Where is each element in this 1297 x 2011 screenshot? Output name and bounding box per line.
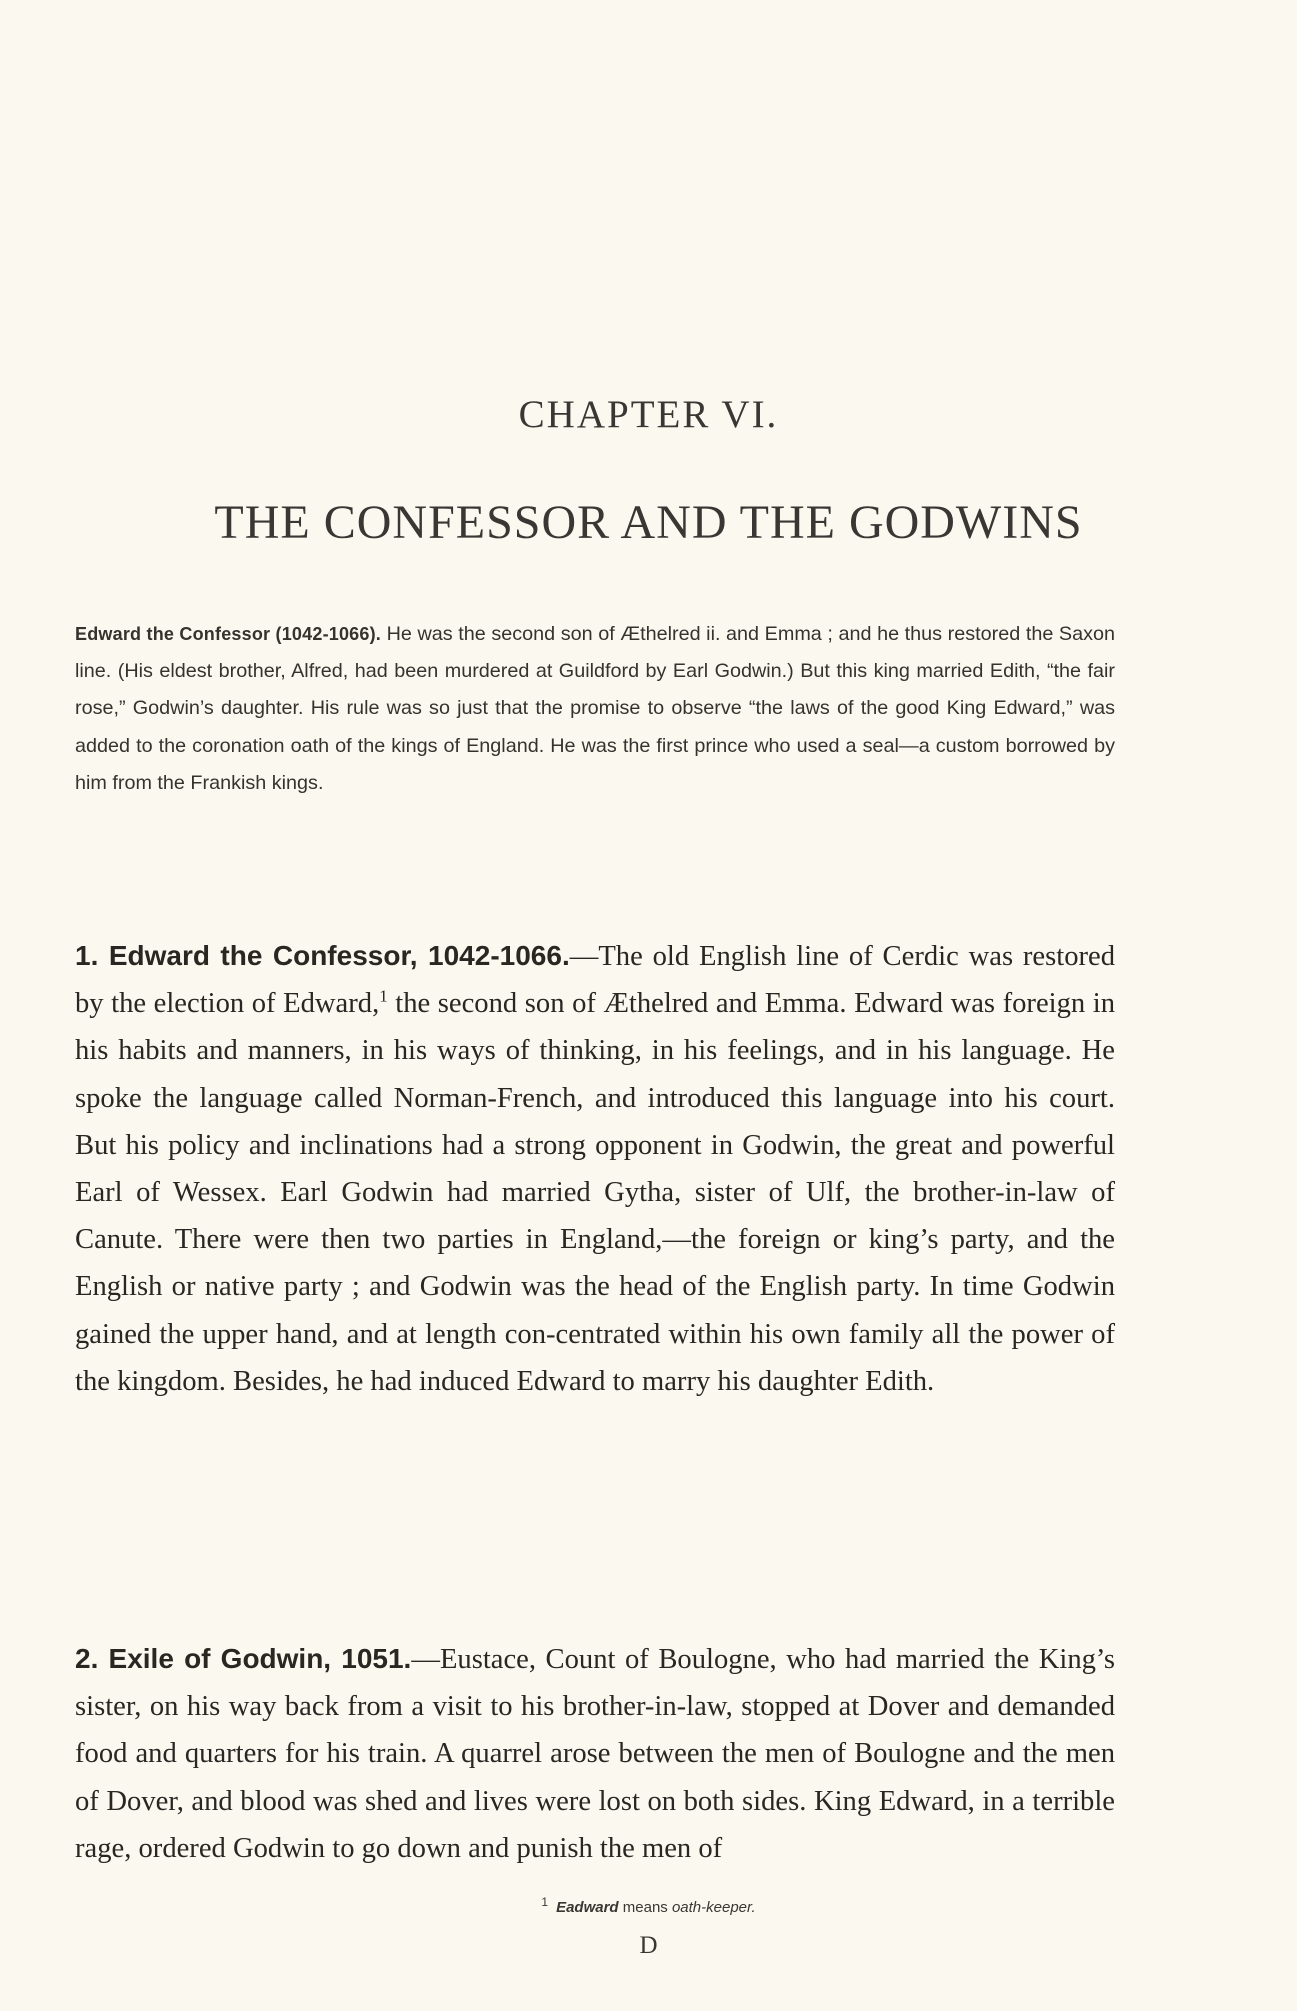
footnote bbox=[0, 1895, 1297, 1916]
paragraph-1-text-after: the second son of Æthelred and Emma. Edward was foreign in his habits and manners, in his ways of thinking, in his feelings, and in his language. He spoke the language called Norman-French, and introduced this language into his court. But his policy and inclinations had a strong opponent in Godwin, the great and powerful Earl of Wessex. Earl Godwin had married Gytha, sister of Ulf, the brother-in-law of Canute. There were then two parties in England,—the foreign or king’s party, and the English or native party ; and Godwin was the head of the English party. In time Godwin gained the upper hand, and at length con-centrated within his own family all the power of the kingdom. Besides, he had induced Edward to marry his daughter Edith. bbox=[75, 988, 1115, 1397]
paragraph-1 bbox=[75, 932, 1115, 1405]
paragraph-2-heading: 2. Exile of Godwin, 1051. bbox=[75, 1643, 412, 1674]
paragraph-1-text-before: —The old English line of Cerdic was restored by the election of Edward, bbox=[75, 941, 1115, 1020]
footnote-reference: 1 bbox=[379, 986, 388, 1006]
chapter-number: CHAPTER VI. bbox=[518, 393, 779, 436]
paragraph-1-heading: 1. Edward the Confessor, 1042-1066. bbox=[75, 940, 570, 971]
footnote-term: Eadward bbox=[556, 1899, 619, 1916]
footnote-mark: 1 bbox=[541, 1895, 549, 1909]
summary-text: He was the second son of Æthelred ii. and Emma ; and he thus restored the Saxon line. (His eldest brother, Alfred, had been murdered at Guildford by Earl Godwin.) But this king married Edith, “the fair rose,” Godwin’s daughter. His rule was so just that the promise to observe “the laws of the good King Edward,” was added to the coronation oath of the kings of England. He was the first prince who used a seal—a custom borrowed by him from the Frankish kings. bbox=[75, 623, 1116, 794]
footnote-gloss: oath-keeper. bbox=[671, 1899, 756, 1916]
paragraph-2 bbox=[75, 1635, 1115, 1872]
footnote-connector: means bbox=[618, 1899, 672, 1916]
chapter-title: THE CONFESSOR AND THE GODWINS bbox=[214, 496, 1083, 549]
paragraph-2-text: —Eustace, Count of Boulogne, who had married the King’s sister, on his way back from a visit to his brother-in-law, stopped at Dover and demanded food and quarters for his train. A quarrel arose between the men of Boulogne and the men of Dover, and blood was shed and lives were lost on both sides. King Edward, in a terrible rage, ordered Godwin to go down and punish the men of bbox=[75, 1644, 1115, 1864]
summary-heading: Edward the Confessor (1042-1066). bbox=[75, 624, 381, 644]
signature-mark: D bbox=[639, 1932, 658, 1959]
chapter-summary bbox=[75, 616, 1115, 802]
